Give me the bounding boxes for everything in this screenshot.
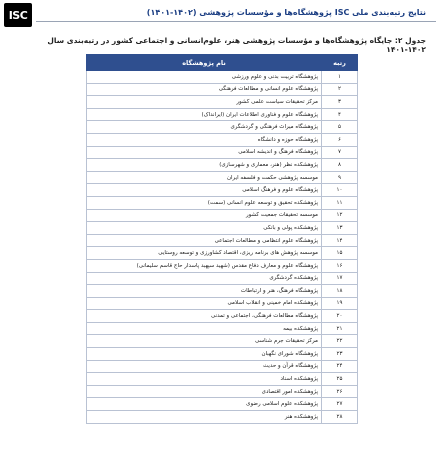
institute-name-cell: مرکز تحقیقات سیاست علمی کشور: [87, 96, 322, 109]
rank-cell: ۱۷: [322, 272, 358, 285]
institute-name-cell: پژوهشگاه علوم انسانی و مطالعات فرهنگی: [87, 83, 322, 96]
table-row: [87, 146, 358, 159]
institute-name-cell: پژوهشگاه فرهنگ و اندیشه اسلامی: [87, 146, 322, 159]
institute-name-cell: پژوهشگاه میراث فرهنگی و گردشگری: [87, 121, 322, 134]
table-row: [87, 196, 358, 209]
rank-cell: ۱۵: [322, 247, 358, 260]
table-header-row: [87, 55, 358, 71]
institute-name-cell: پژوهشگاه حوزه و دانشگاه: [87, 133, 322, 146]
table-row: [87, 360, 358, 373]
rank-cell: ۲: [322, 83, 358, 96]
table-row: [87, 335, 358, 348]
institute-name-cell: پژوهشکده اسناد: [87, 373, 322, 386]
rank-cell: ۱۰: [322, 184, 358, 197]
table-row: [87, 297, 358, 310]
institute-name-cell: پژوهشگاه قرآن و حدیث: [87, 360, 322, 373]
table-row: [87, 209, 358, 222]
institute-name-cell: پژوهشگاه علوم و فرهنگ اسلامی: [87, 184, 322, 197]
rank-cell: ۲۴: [322, 360, 358, 373]
institute-name-cell: پژوهشگاه شورای نگهبان: [87, 348, 322, 361]
institute-name-cell: پژوهشگاه مطالعات فرهنگی، اجتماعی و تمدنی: [87, 310, 322, 323]
page-header: [0, 0, 440, 30]
table-row: [87, 71, 358, 84]
rank-cell: ۲۱: [322, 322, 358, 335]
institute-name-cell: پژوهشگاه تربیت بدنی و علوم ورزشی: [87, 71, 322, 84]
table-row: [87, 247, 358, 260]
table-body: [87, 71, 358, 424]
table-row: [87, 108, 358, 121]
rank-cell: ۱۸: [322, 285, 358, 298]
rank-cell: ۴: [322, 108, 358, 121]
institute-name-cell: پژوهشکده نظر (هنر، معماری و شهرسازی): [87, 159, 322, 172]
institute-name-cell: پژوهشکده هنر: [87, 411, 322, 424]
table-row: [87, 385, 358, 398]
header-title: نتایج رتبه‌بندی ملی ISC پژوهشگاه‌ها و مؤسسات پژوهشی (۱۴۰۲-۱۴۰۱): [146, 8, 426, 17]
rank-cell: ۱۱: [322, 196, 358, 209]
rank-cell: ۹: [322, 171, 358, 184]
table-row: [87, 159, 358, 172]
rank-cell: ۲۳: [322, 348, 358, 361]
table-row: [87, 96, 358, 109]
institute-name-cell: موسسه پژوهش های برنامه ریزی، اقتصاد کشاورزی و توسعه روستایی: [87, 247, 322, 260]
institute-name-cell: پژوهشگاه علوم و فناوری اطلاعات ایران (ایرانداک): [87, 108, 322, 121]
rank-cell: ۱: [322, 71, 358, 84]
institute-name-cell: پژوهشکده گردشگری: [87, 272, 322, 285]
table-row: [87, 83, 358, 96]
institute-name-cell: موسسه تحقیقات جمعیت کشور: [87, 209, 322, 222]
rank-cell: ۱۲: [322, 209, 358, 222]
ranking-table-wrapper: [86, 54, 358, 424]
table-row: [87, 310, 358, 323]
institute-name-cell: موسسه پژوهشی حکمت و فلسفه ایران: [87, 171, 322, 184]
rank-cell: ۲۵: [322, 373, 358, 386]
table-row: [87, 171, 358, 184]
table-row: [87, 285, 358, 298]
rank-cell: ۱۴: [322, 234, 358, 247]
header-divider: [36, 21, 436, 22]
institute-name-cell: پژوهشکده امام خمینی و انقلاب اسلامی: [87, 297, 322, 310]
ranking-table: [86, 54, 358, 424]
institute-name-cell: پژوهشکده تحقیق و توسعه علوم انسانی (سمت): [87, 196, 322, 209]
rank-cell: ۲۶: [322, 385, 358, 398]
table-row: [87, 411, 358, 424]
rank-cell: ۲۲: [322, 335, 358, 348]
table-row: [87, 222, 358, 235]
institute-name-cell: پژوهشکده پولی و بانکی: [87, 222, 322, 235]
rank-cell: ۷: [322, 146, 358, 159]
table-row: [87, 373, 358, 386]
rank-cell: ۲۷: [322, 398, 358, 411]
rank-cell: ۸: [322, 159, 358, 172]
institute-name-cell: پژوهشگاه علوم انتظامی و مطالعات اجتماعی: [87, 234, 322, 247]
table-row: [87, 272, 358, 285]
table-row: [87, 184, 358, 197]
logo-text: ISC: [8, 8, 28, 22]
table-caption: جدول ۲: جایگاه پژوهشگاه‌ها و مؤسسات پژوهشی هنر، علوم‌انسانی و اجتماعی کشور در رتبه‌بندی سال ۱۴۰۲-۱۴۰۱: [47, 36, 426, 54]
institute-name-cell: پژوهشگاه علوم و معارف دفاع مقدس (شهید سپهبد پاسدار حاج قاسم سلیمانی): [87, 259, 322, 272]
institute-name-cell: پژوهشکده امور اقتصادی: [87, 385, 322, 398]
isc-logo: [4, 3, 32, 27]
table-row: [87, 133, 358, 146]
institute-name-cell: پژوهشکده علوم اسلامی رضوی: [87, 398, 322, 411]
rank-cell: ۲۸: [322, 411, 358, 424]
table-row: [87, 259, 358, 272]
rank-cell: ۱۳: [322, 222, 358, 235]
table-row: [87, 234, 358, 247]
rank-cell: ۵: [322, 121, 358, 134]
rank-cell: ۱۶: [322, 259, 358, 272]
institute-name-cell: مرکز تحقیقات جرم شناسی: [87, 335, 322, 348]
rank-cell: ۱۹: [322, 297, 358, 310]
rank-cell: ۶: [322, 133, 358, 146]
name-column-header: نام پژوهشگاه: [87, 55, 322, 71]
table-row: [87, 398, 358, 411]
rank-cell: ۲۰: [322, 310, 358, 323]
institute-name-cell: پژوهشکده بیمه: [87, 322, 322, 335]
table-row: [87, 322, 358, 335]
table-row: [87, 348, 358, 361]
rank-cell: ۳: [322, 96, 358, 109]
table-row: [87, 121, 358, 134]
rank-column-header: رتبه: [322, 55, 358, 71]
institute-name-cell: پژوهشگاه فرهنگ، هنر و ارتباطات: [87, 285, 322, 298]
